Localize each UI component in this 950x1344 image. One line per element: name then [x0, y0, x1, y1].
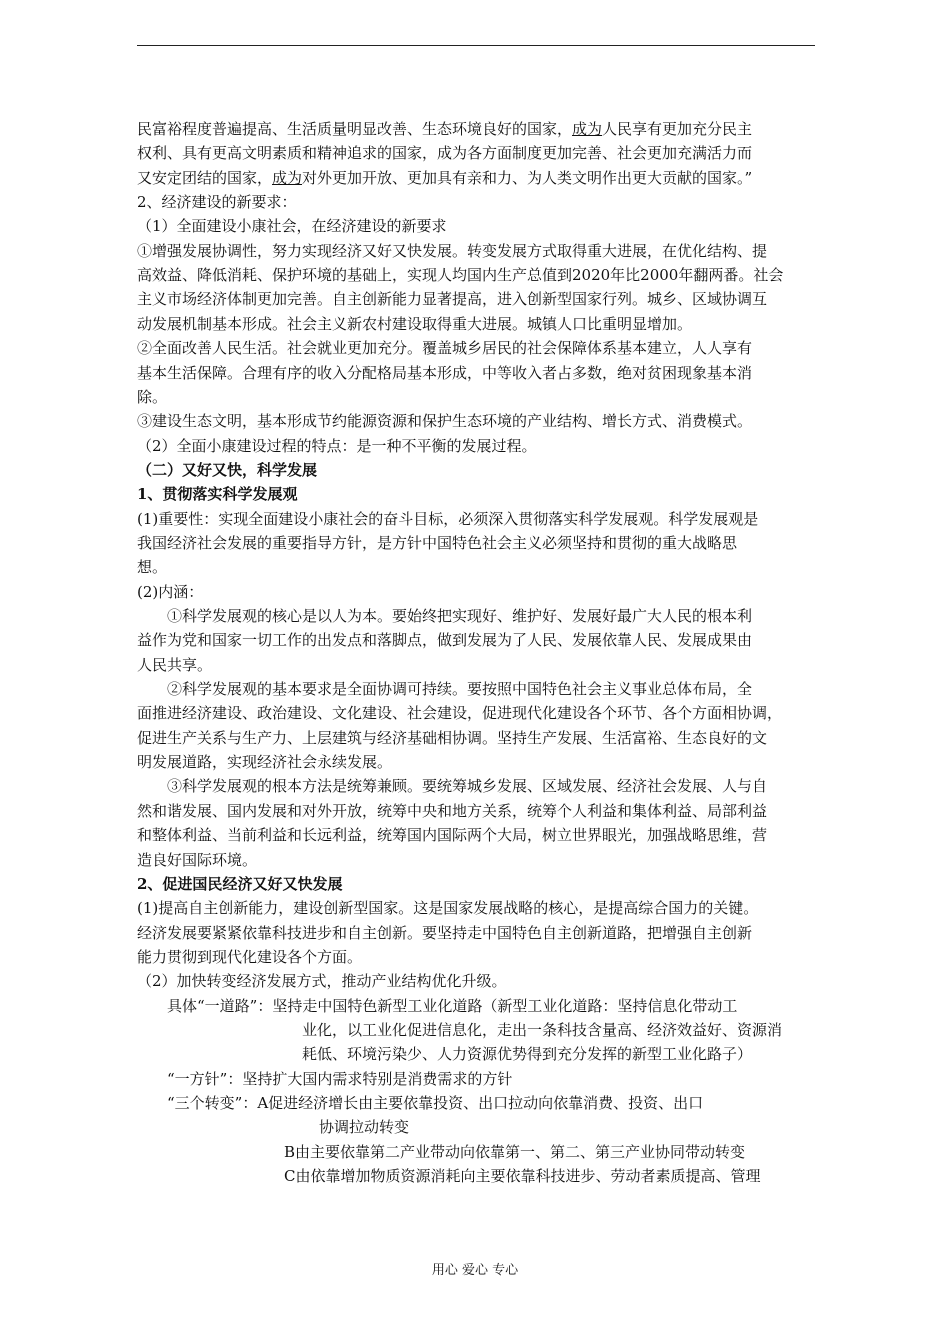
line-text-continued: 人民享有更加充分民主 [602, 120, 753, 138]
text-line [137, 800, 767, 822]
line-text: 民富裕程度普遍提高、生活质量明显改善、生态环境良好的国家， [137, 120, 573, 138]
line-text: ①科学发展观的核心是以人为本。要始终把实现好、维护好、发展好最广大人民的根本利 [167, 607, 753, 625]
line-text: 权利、具有更高文明素质和精神追求的国家，成为各方面制度更加完善、社会更加充满活力而 [137, 144, 753, 163]
line-text: 又安定团结的国家， [137, 168, 273, 187]
text-line [137, 922, 752, 944]
line-text: 面推进经济建设、政治建设、文化建设、社会建设，促进现代化建设各个环节、各个方面相协调， [137, 704, 783, 723]
line-text: (2)内涵： [137, 582, 204, 601]
text-line [137, 240, 767, 262]
text-line [284, 1141, 745, 1163]
line-text: B由主要依靠第二产业带动向依靠第一、第二、第三产业协同带动转变 [284, 1142, 746, 1161]
text-line [137, 410, 752, 432]
line-text: ①增强发展协调性，努力实现经济又好又快发展。转变发展方式取得重大进展，在优化结构、提 [137, 241, 768, 260]
page-footer: 用心 爱心 专心 [431, 1263, 519, 1278]
text-line [137, 849, 257, 871]
text-line [137, 313, 692, 335]
text-line [137, 897, 758, 919]
text-line [302, 1019, 782, 1041]
line-text: 我国经济社会发展的重要指导方针，是方针中国特色社会主义必须坚持和贯彻的重大战略思 [137, 533, 738, 552]
line-text: （2）加快转变经济发展方式，推动产业结构优化升级。 [137, 972, 507, 991]
line-text: （2）全面小康建设过程的特点：是一种不平衡的发展过程。 [137, 436, 537, 455]
text-line [137, 581, 203, 603]
line-text: 能力贯彻到现代化建设各个方面。 [137, 947, 363, 966]
text-line [167, 995, 737, 1017]
text-line [137, 970, 507, 992]
text-line [137, 702, 782, 724]
line-text: (1)提高自主创新能力，建设创新型国家。这是国家发展战略的核心，是提高综合国力的关键。 [137, 899, 759, 918]
text-line [137, 118, 752, 140]
section-heading [137, 483, 297, 505]
line-text: ②全面改善人民生活。社会就业更加充分。覆盖城乡居民的社会保障体系基本建立，人人享有 [137, 339, 753, 358]
text-line [137, 751, 392, 773]
line-text: 主义市场经济体制更加完善。自主创新能力显著提高，进入创新型国家行列。城乡、区域协调互 [137, 290, 768, 309]
section-heading [137, 873, 342, 895]
text-line [167, 605, 752, 627]
line-text: 想。 [137, 558, 168, 577]
line-text: ③科学发展观的根本方法是统筹兼顾。要统筹城乡发展、区域发展、经济社会发展、人与自 [167, 777, 768, 796]
text-line [302, 1043, 752, 1065]
line-text: 具体“一道路”：坚持走中国特色新型工业化道路（新型工业化道路：坚持信息化带动工 [167, 996, 738, 1015]
line-text: 耗低、环境污染少、人力资源优势得到充分发挥的新型工业化路子） [302, 1045, 753, 1064]
text-line [167, 1068, 512, 1090]
text-line [137, 386, 167, 408]
text-line [137, 824, 767, 846]
underlined-text: 成为 [572, 120, 603, 138]
text-line [137, 556, 167, 578]
line-text: “一方针”：坚持扩大国内需求特别是消费需求的方针 [167, 1069, 513, 1088]
line-text: 明发展道路，实现经济社会永续发展。 [137, 753, 393, 772]
text-line [137, 264, 783, 286]
line-text: (1)重要性：实现全面建设小康社会的奋斗目标，必须深入贯彻落实科学发展观。科学发展观是 [137, 509, 759, 528]
line-text: C由依靠增加物质资源消耗向主要依靠科技进步、劳动者素质提高、管理 [284, 1167, 761, 1186]
text-line [137, 362, 752, 384]
text-line [137, 435, 537, 457]
line-text: 1、贯彻落实科学发展观 [137, 485, 298, 504]
text-line [284, 1165, 760, 1187]
line-text: 造良好国际环境。 [137, 850, 258, 869]
line-text: 人民共享。 [137, 655, 213, 674]
text-line [167, 678, 752, 700]
text-line [137, 215, 447, 237]
text-line [319, 1116, 409, 1138]
line-text: 益作为党和国家一切工作的出发点和落脚点，做到发展为了人民、发展依靠人民、发展成果由 [137, 631, 753, 650]
line-text: 和整体利益、当前利益和长远利益，统筹国内国际两个大局，树立世界眼光，加强战略思维，营 [137, 826, 768, 845]
text-line [137, 532, 737, 554]
text-line [137, 288, 767, 310]
line-text: 2、经济建设的新要求： [137, 193, 297, 212]
text-line [137, 167, 752, 189]
text-line [137, 337, 752, 359]
section-heading [137, 459, 317, 481]
text-line [137, 654, 212, 676]
line-text: 促进生产关系与生产力、上层建筑与经济基础相协调。坚持生产发展、生活富裕、生态良好的文 [137, 728, 768, 747]
line-text: ②科学发展观的基本要求是全面协调可持续。要按照中国特色社会主义事业总体布局，全 [167, 680, 753, 699]
line-text: 2、促进国民经济又好又快发展 [137, 874, 343, 893]
line-text: 协调拉动转变 [319, 1118, 410, 1137]
line-text: 高效益、降低消耗、保护环境的基础上，实现人均国内生产总值到2020年比2000年翻两番。社会 [137, 266, 784, 285]
line-text-continued: 对外更加开放、更加具有亲和力、为人类文明作出更大贡献的国家。” [302, 168, 753, 187]
text-line [167, 1092, 703, 1114]
line-text: ③建设生态文明，基本形成节约能源资源和保护生态环境的产业结构、增长方式、消费模式。 [137, 412, 753, 431]
underlined-text: 成为 [272, 168, 303, 187]
line-text: 经济发展要紧紧依靠科技进步和自主创新。要坚持走中国特色自主创新道路，把增强自主创新 [137, 923, 753, 942]
text-line [137, 727, 767, 749]
line-text: 动发展机制基本形成。社会主义新农村建设取得重大进展。城镇人口比重明显增加。 [137, 314, 693, 333]
line-text: （1）全面建设小康社会，在经济建设的新要求 [137, 217, 447, 236]
text-line [137, 946, 362, 968]
line-text: “三个转变”：A促进经济增长由主要依靠投资、出口拉动向依靠消费、投资、出口 [167, 1094, 704, 1112]
line-text: 除。 [137, 387, 168, 406]
text-line [137, 508, 758, 530]
text-line [167, 775, 767, 797]
text-line [137, 629, 752, 651]
line-text: 业化，以工业化促进信息化，走出一条科技含量高、经济效益好、资源消 [302, 1020, 783, 1039]
line-text: 然和谐发展、国内发展和对外开放，统筹中央和地方关系，统筹个人利益和集体利益、局部利益 [137, 801, 768, 820]
line-text: （二）又好又快，科学发展 [137, 460, 318, 479]
line-text: 基本生活保障。合理有序的收入分配格局基本形成，中等收入者占多数，绝对贫困现象基本消 [137, 363, 753, 382]
header-rule [137, 45, 815, 46]
text-line [137, 142, 752, 164]
text-line [137, 191, 297, 213]
